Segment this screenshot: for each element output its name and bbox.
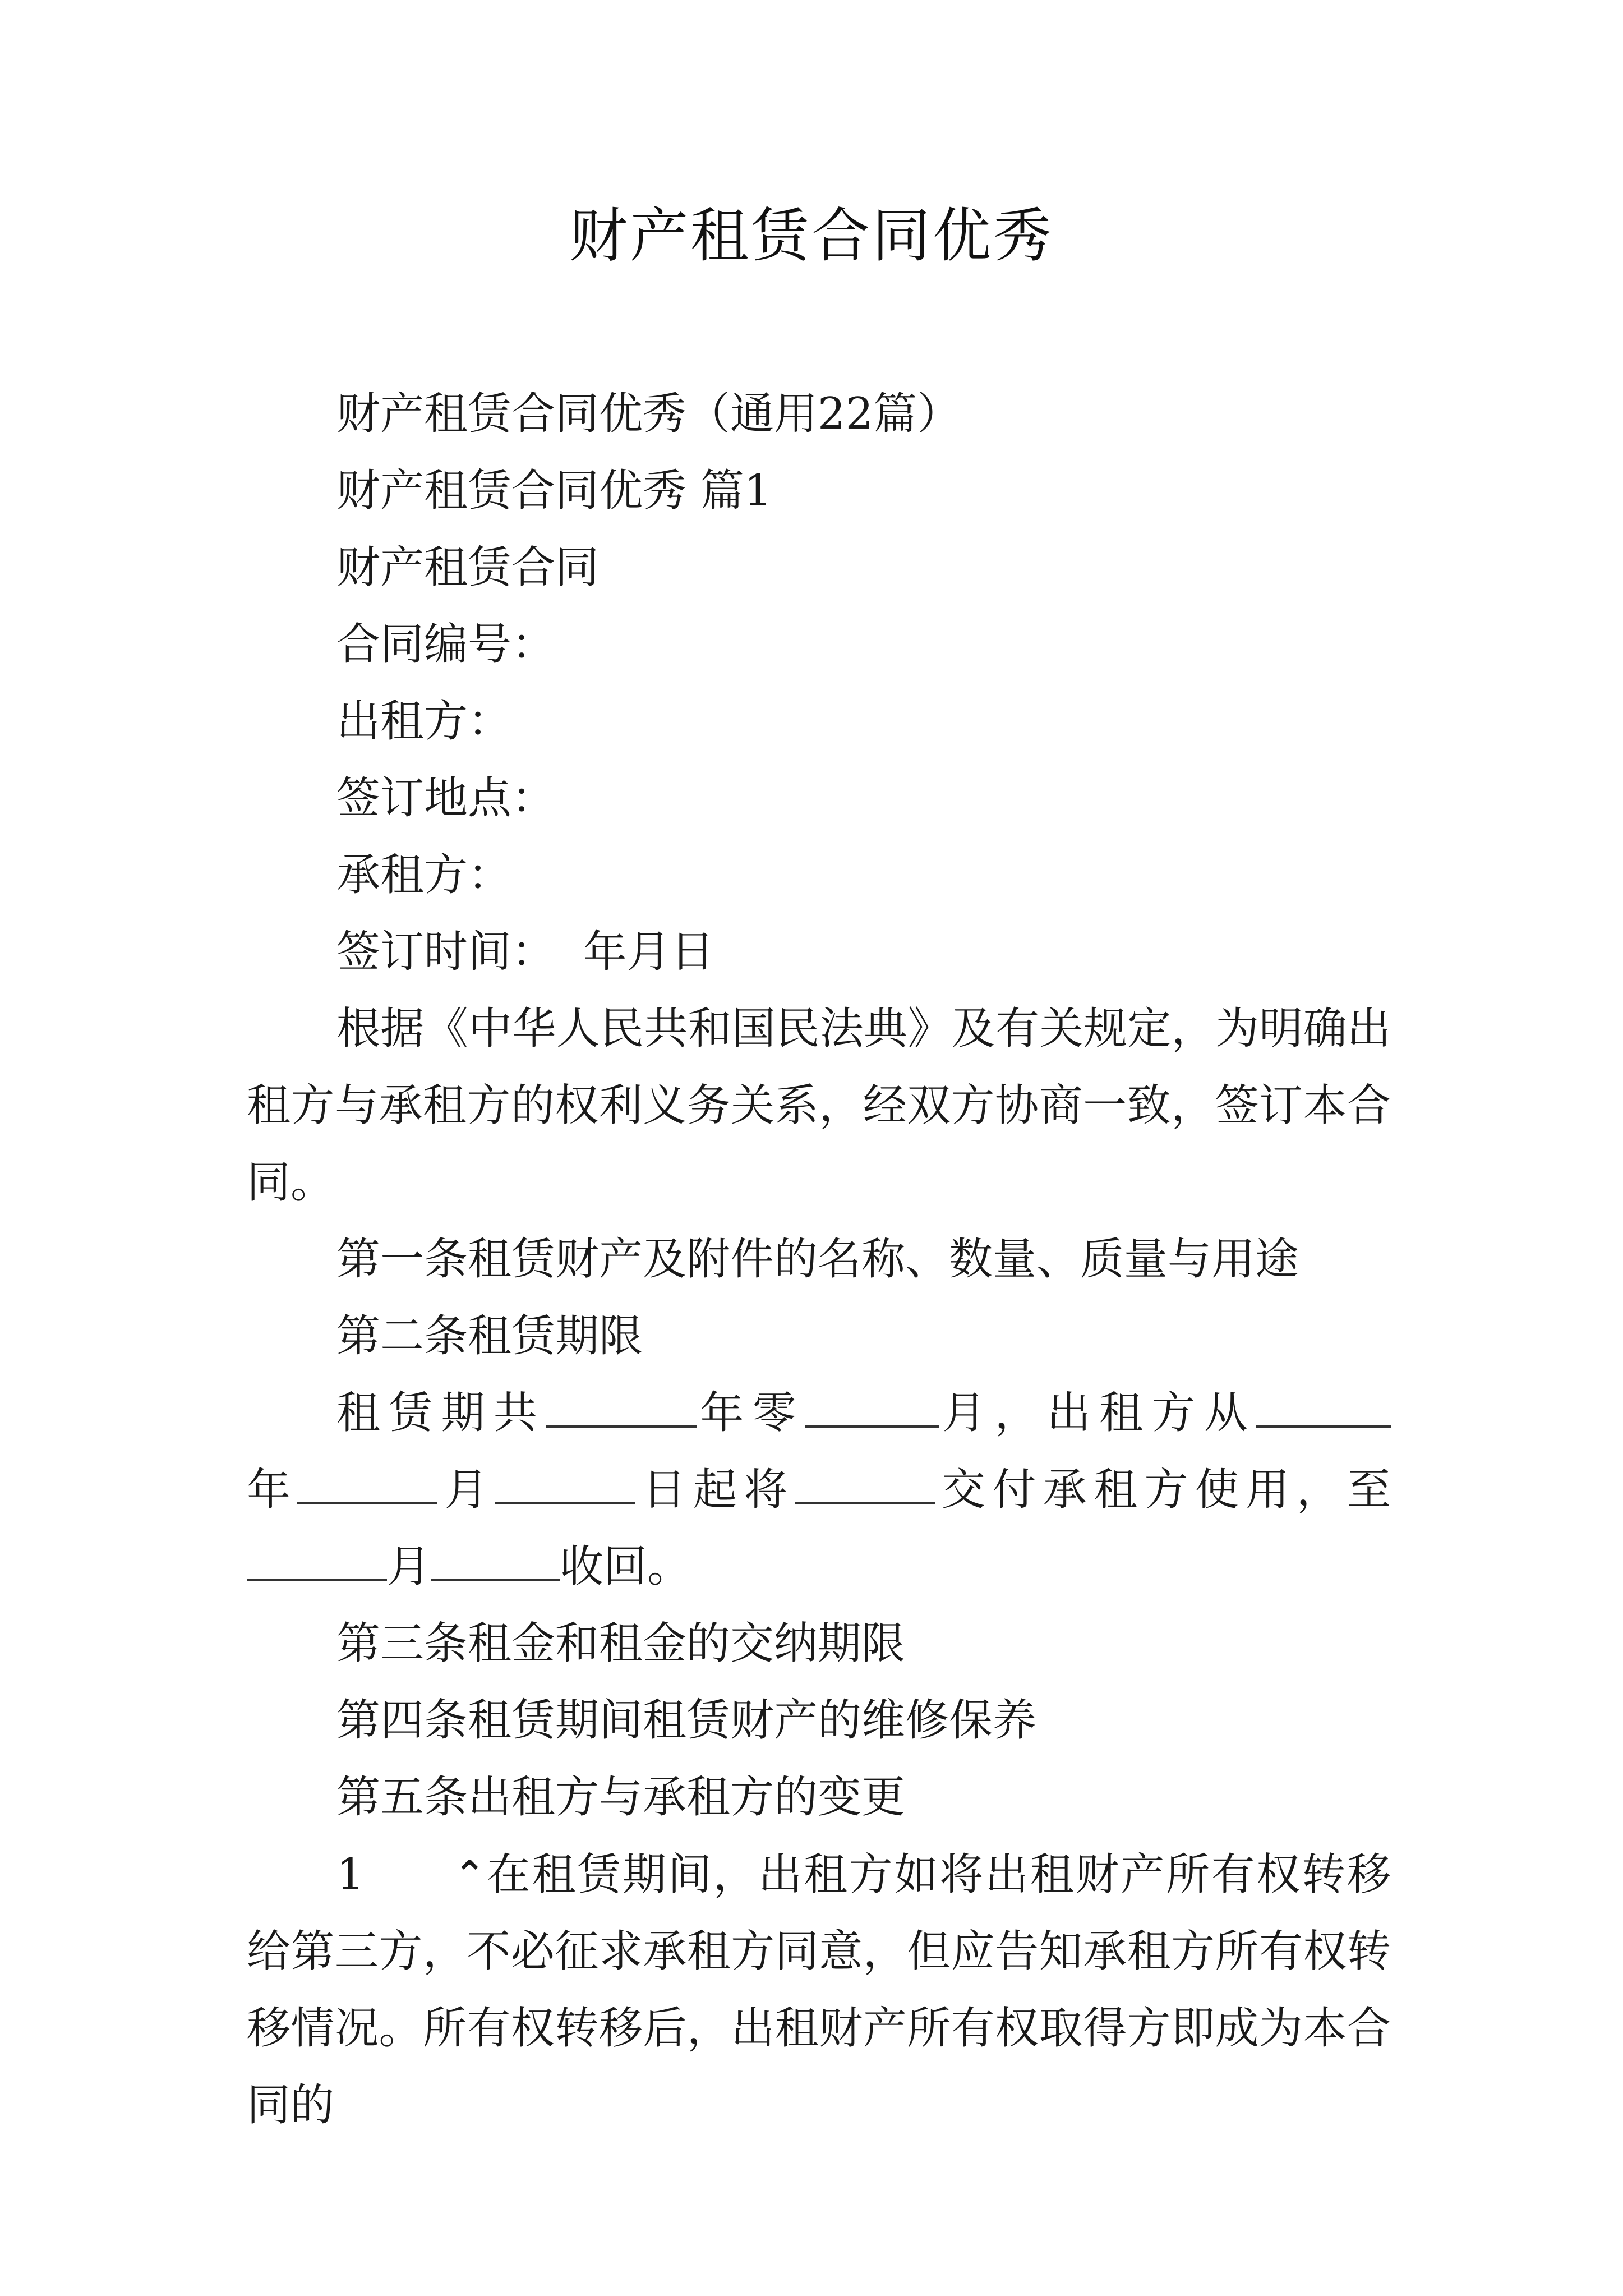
contract-number-field: 合同编号： (336, 619, 556, 670)
blank-end (247, 1545, 387, 1581)
caret-up-icon: ⌃ (454, 1853, 485, 1896)
article-1-heading: 第一条租赁财产及附件的名称、数量、质量与用途 (336, 1234, 1299, 1285)
lease-term-text: 年零 (697, 1388, 805, 1438)
lease-term-text: 月 (437, 1465, 496, 1515)
blank-years (546, 1392, 697, 1428)
lessee-field: 承租方： (336, 850, 512, 900)
lease-term-text: 租赁期共 (336, 1388, 546, 1438)
subtitle-line: 财产租赁合同优秀（通用22篇） (336, 389, 961, 439)
contract-name: 财产租赁合同 (336, 542, 600, 593)
blank-return (431, 1545, 560, 1581)
document-title: 财产租赁合同优秀 (569, 201, 1054, 270)
blank-property (795, 1469, 935, 1504)
clause-1-paragraph (247, 1836, 1391, 2144)
article-4-heading: 第四条租赁期间租赁财产的维修保养 (336, 1695, 1037, 1746)
lease-term-text: 日起将 (635, 1465, 795, 1515)
lease-term-text: 月，出租方从 (939, 1388, 1256, 1438)
article-5-heading: 第五条出租方与承租方的变更 (336, 1772, 906, 1823)
document-body (247, 376, 1391, 2144)
blank-start-day (495, 1469, 635, 1504)
signing-date-field: 签订时间： 年月日 (336, 927, 714, 977)
lessor-field: 出租方： (336, 696, 512, 747)
article-3-heading: 第三条租金和租金的交纳期限 (336, 1618, 906, 1669)
blank-start-year (1256, 1392, 1391, 1428)
signing-place-field: 签订地点： (336, 773, 556, 823)
preamble-paragraph: 根据《中华人民共和国民法典》及有关规定，为明确出租方与承租方的权利义务关系，经双方协商一致，签订本合同。 (247, 1004, 1391, 1208)
lease-term-text: 月 (387, 1542, 431, 1592)
lease-term-text: 收回。 (560, 1542, 691, 1592)
clause-text: 在租赁期间，出租方如将出租财产所有权转移给第三方，不必征求承租方同意，但应告知承租方所有权转移情况。所有权转移后，出租财产所有权取得方即成为本合同的 (247, 1849, 1391, 2131)
lease-term-text: 年 (247, 1465, 298, 1515)
blank-start-month (297, 1469, 437, 1504)
lease-term-paragraph (247, 1375, 1391, 1605)
clause-number: 1 (336, 1849, 365, 1900)
blank-months (805, 1392, 939, 1428)
section-heading: 财产租赁合同优秀 篇1 (336, 466, 772, 516)
lease-term-text: 交付承租方使用，至 (934, 1465, 1391, 1515)
article-2-heading: 第二条租赁期限 (336, 1311, 643, 1361)
